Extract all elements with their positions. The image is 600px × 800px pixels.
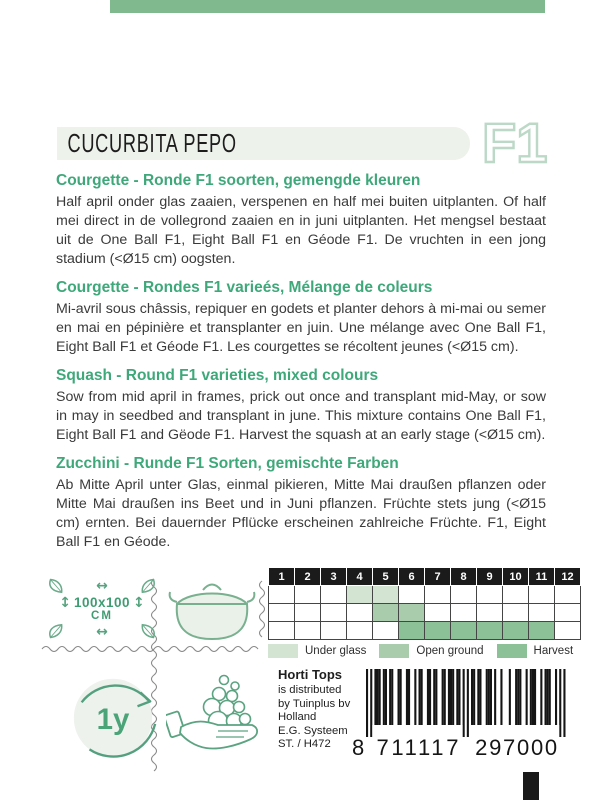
section-heading: Courgette - Ronde F1 soorten, gemengde kleuren	[56, 172, 421, 189]
calendar-cell	[503, 604, 529, 622]
barcode-bar	[563, 669, 565, 737]
calendar-cell	[555, 586, 581, 604]
section-heading: Zucchini - Runde F1 Sorten, gemischte Farben	[56, 455, 399, 472]
section-heading: Squash - Round F1 varieties, mixed colours	[56, 367, 379, 384]
leaf-icon	[139, 577, 156, 594]
legend-item	[268, 644, 366, 658]
harvest-hand-icon	[166, 673, 261, 755]
calendar-cell	[269, 586, 295, 604]
barcode-bar	[467, 669, 469, 737]
section-english	[56, 367, 546, 445]
calendar-cell	[425, 586, 451, 604]
distributor-line: Holland	[278, 711, 317, 723]
month-header-cell: 7	[425, 568, 451, 586]
month-header-cell: 6	[399, 568, 425, 586]
seed-viability-icon	[64, 669, 162, 767]
calendar-cell	[477, 586, 503, 604]
calendar-cell	[451, 622, 477, 640]
legend-label: Open ground	[416, 645, 484, 657]
calendar-cell	[347, 604, 373, 622]
leaf-icon	[48, 623, 65, 640]
calendar-row-harvest	[269, 622, 581, 640]
calendar-cell	[321, 622, 347, 640]
species-title: CUCURBITA PEPO	[67, 128, 237, 158]
calendar-cell	[555, 604, 581, 622]
leaf-icon	[48, 577, 65, 594]
month-header-cell: 4	[347, 568, 373, 586]
calendar-cell	[529, 586, 555, 604]
calendar-cell	[373, 586, 399, 604]
month-header-cell: 11	[529, 568, 555, 586]
legend-item	[379, 644, 483, 658]
calendar-cell	[295, 586, 321, 604]
calendar-cell	[295, 622, 321, 640]
spacing-unit-label: CM	[91, 610, 113, 622]
barcode-number: 8	[352, 735, 365, 759]
month-header-cell: 5	[373, 568, 399, 586]
calendar-cell	[503, 622, 529, 640]
leaf-icon	[139, 623, 156, 640]
calendar-cell	[477, 622, 503, 640]
barcode-bar	[370, 669, 372, 737]
calendar-table	[268, 567, 581, 640]
sowing-calendar	[268, 567, 586, 658]
top-green-bar	[110, 0, 545, 13]
sowing-icons-panel	[40, 577, 265, 780]
legend-swatch	[379, 644, 409, 658]
month-header-cell: 10	[503, 568, 529, 586]
calendar-cell	[451, 604, 477, 622]
calendar-cell	[425, 622, 451, 640]
barcode-number: 297000	[475, 735, 558, 759]
month-header-cell: 1	[269, 568, 295, 586]
calendar-cell	[295, 604, 321, 622]
month-header-cell: 3	[321, 568, 347, 586]
calendar-cell	[555, 622, 581, 640]
cooking-pot-icon	[166, 579, 258, 643]
up-down-arrow-icon: ↕	[59, 594, 71, 611]
section-body: Mi-avril sous châssis, repiquer en godets et planter dehors à mi-mai ou semer en mai en pépinière et transplanter en juin. Une mélange avec One Ball F1, Eight Ball F1 et Géode F1. Les courgettes se récoltent jeunes (<Ø15 cm).	[56, 301, 546, 355]
month-header-cell: 2	[295, 568, 321, 586]
plant-spacing-icon	[48, 577, 156, 640]
section-german	[56, 455, 546, 552]
barcode-bar	[463, 669, 465, 737]
description-sections	[56, 172, 546, 562]
barcode-bar	[366, 669, 368, 737]
calendar-cell	[477, 604, 503, 622]
calendar-legend	[268, 644, 586, 658]
legend-label: Harvest	[533, 645, 574, 657]
distributor-name: Horti Tops	[278, 667, 343, 682]
calendar-cell	[373, 622, 399, 640]
f1-badge-icon	[480, 110, 550, 176]
calendar-cell	[321, 604, 347, 622]
calendar-body	[269, 586, 581, 640]
barcode-bar	[559, 669, 561, 737]
calendar-cell	[529, 604, 555, 622]
distributor-line: E.G. Systeem	[278, 724, 348, 737]
calendar-cell	[321, 586, 347, 604]
section-body: Half april onder glas zaaien, verspenen en half mei buiten uitplanten. Of half mei direct in de vollegrond zaaien en in juni uitplanten. Het mengsel bestaat uit de One Ball F1, Eight Ball F1 en Géode F1. De vruchten in een jong stadium (<Ø15 cm) oogsten.	[56, 194, 546, 267]
calendar-cell	[347, 586, 373, 604]
left-right-arrow-icon: ↔	[96, 623, 108, 640]
distributor-line: ST. / H472	[278, 738, 331, 750]
print-registration-mark	[523, 772, 539, 800]
calendar-cell	[399, 604, 425, 622]
species-banner	[57, 127, 470, 160]
ean-barcode	[352, 667, 580, 759]
calendar-cell	[373, 604, 399, 622]
distributor-line: is distributed	[278, 684, 342, 696]
legend-swatch	[497, 644, 527, 658]
calendar-cell	[503, 586, 529, 604]
calendar-cell	[451, 586, 477, 604]
calendar-row-open-ground	[269, 604, 581, 622]
section-dutch	[56, 172, 546, 269]
calendar-cell	[529, 622, 555, 640]
section-body: Ab Mitte April unter Glas, einmal pikieren, Mitte Mai draußen pflanzen oder Mitte Mai draußen ins Beet und in Juni pflanzen. Früchte stets jung (<Ø15 cm) ernten. Bei dauernder Pflücke erscheinen zahlreiche Früchte. F1, Eight Ball F1 en Géode.	[56, 477, 546, 550]
month-header-cell: 12	[555, 568, 581, 586]
calendar-month-header	[269, 568, 581, 586]
viability-label: 1y	[96, 702, 130, 736]
f1-outline-text: F1	[482, 111, 548, 174]
section-french	[56, 279, 546, 357]
legend-swatch	[268, 644, 298, 658]
calendar-cell	[425, 604, 451, 622]
calendar-cell	[399, 622, 425, 640]
month-header-cell: 9	[477, 568, 503, 586]
calendar-cell	[269, 604, 295, 622]
legend-label: Under glass	[305, 645, 367, 657]
calendar-cell	[347, 622, 373, 640]
up-down-arrow-icon: ↕	[133, 594, 145, 611]
calendar-cell	[269, 622, 295, 640]
distributor-line: by Tuinplus bv	[278, 697, 351, 710]
month-header-cell: 8	[451, 568, 477, 586]
section-heading: Courgette - Rondes F1 varieés, Mélange de coleurs	[56, 279, 433, 296]
calendar-cell	[399, 586, 425, 604]
calendar-row-under-glass	[269, 586, 581, 604]
section-body: Sow from mid april in frames, prick out once and transplant mid-May, or sow in may in seedbed and transplant in june. This mixture contains One Ball F1, Eight Ball F1 and Gëode F1. Harvest the squash at an early stage (<Ø15 cm).	[56, 389, 546, 443]
barcode-number: 711117	[376, 735, 459, 759]
spacing-label: 100x100	[73, 595, 131, 610]
left-right-arrow-icon: ↔	[96, 577, 108, 594]
legend-item	[497, 644, 574, 658]
